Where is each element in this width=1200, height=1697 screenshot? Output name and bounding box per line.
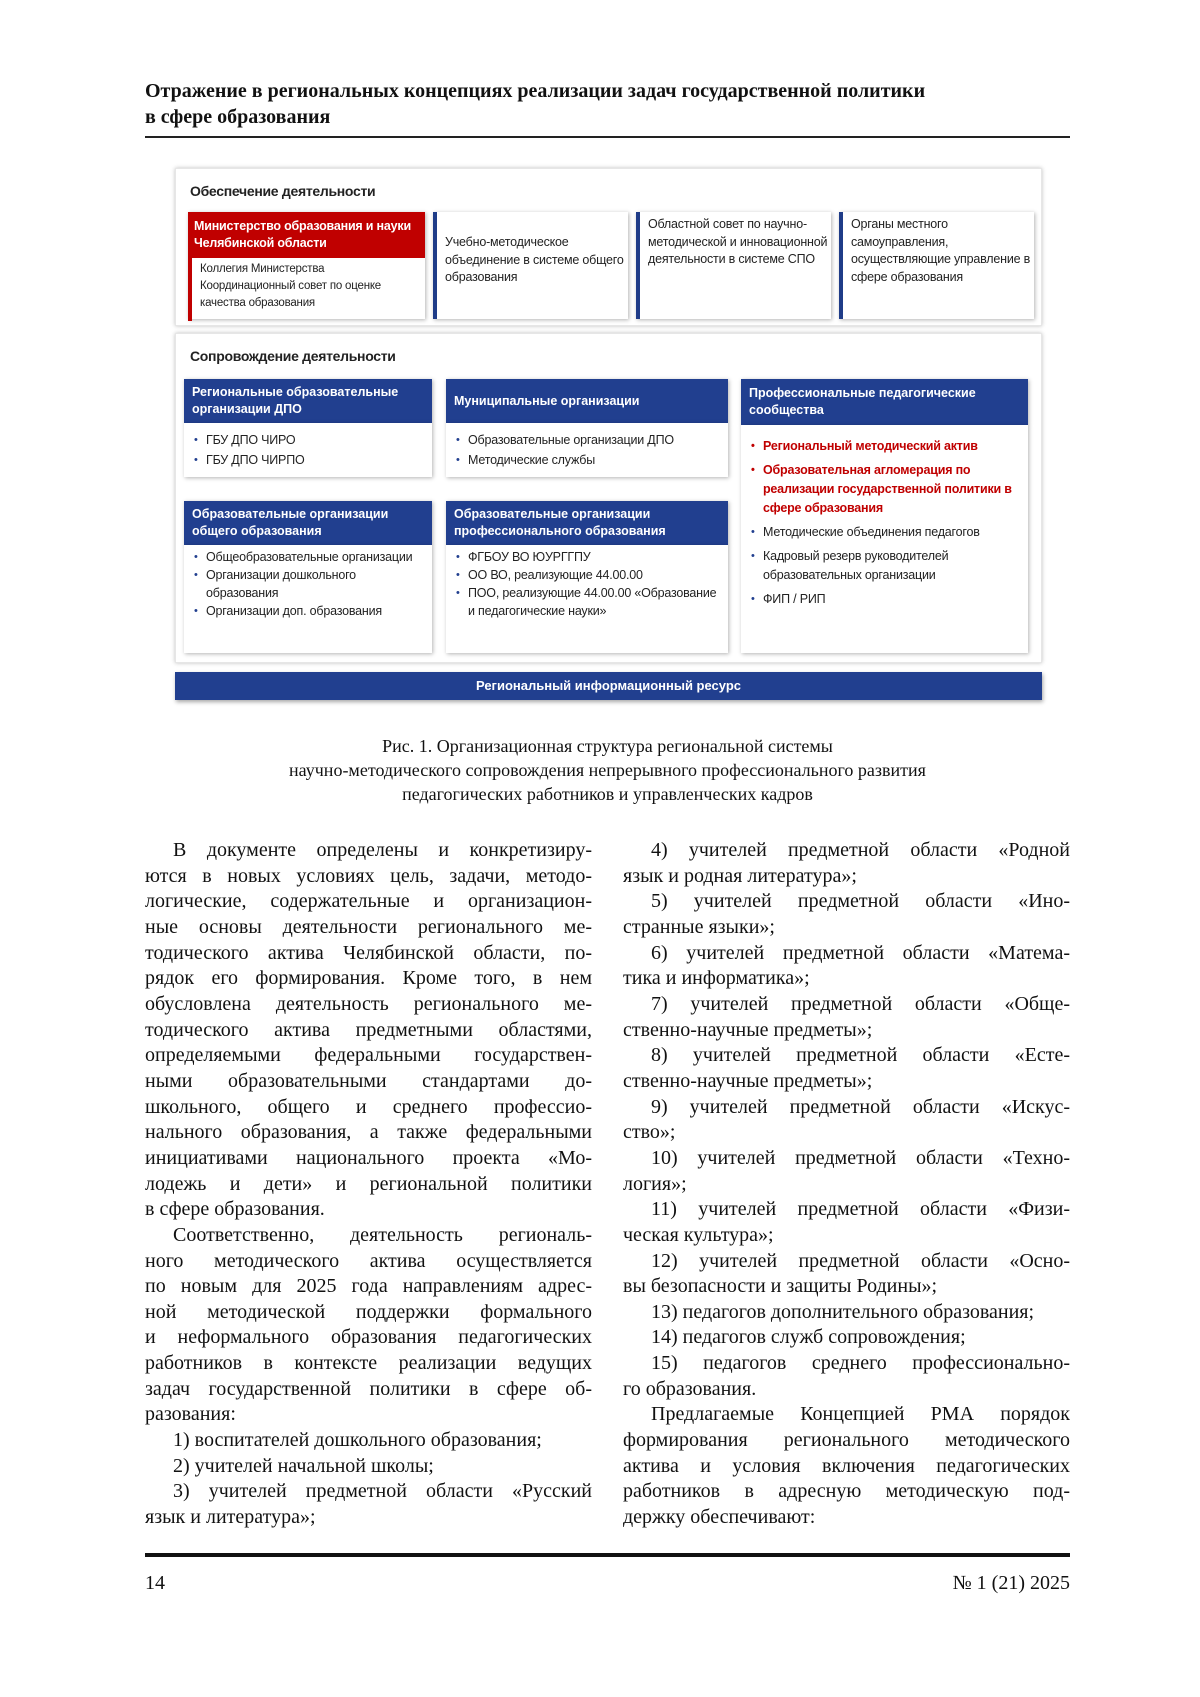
caption-line: Рис. 1. Организационная структура региональной системы bbox=[145, 734, 1070, 758]
paragraph bbox=[623, 1146, 1070, 1197]
text-line: формирования регионального методического bbox=[623, 1428, 1070, 1454]
text-line: рядок его формирования. Кроме того, в нем bbox=[145, 966, 592, 992]
text-line: и неформального образования педагогических bbox=[145, 1325, 592, 1351]
list-item: • ОО ВО, реализующие 44.00.00 bbox=[454, 566, 720, 584]
text-line: тика и информатика»; bbox=[623, 966, 1070, 992]
text-line: ческая культура»; bbox=[623, 1223, 1070, 1249]
text-line: нального образования, а также федеральными bbox=[145, 1120, 592, 1146]
text-line: 1) воспитателей дошкольного образования; bbox=[145, 1428, 592, 1454]
paragraph bbox=[623, 1325, 1070, 1351]
text-line: 3) учителей предметной области «Русский bbox=[145, 1479, 592, 1505]
group-header: Образовательные организации общего образования bbox=[184, 501, 432, 545]
text-line: 11) учителей предметной области «Физи- bbox=[623, 1197, 1070, 1223]
paragraph bbox=[623, 838, 1070, 889]
ministry-box bbox=[188, 212, 425, 319]
footer-rule bbox=[145, 1553, 1070, 1557]
text-line: В документе определены и конкретизиру- bbox=[145, 838, 592, 864]
ministry-sub bbox=[188, 258, 425, 321]
top-box: Органы местного самоуправления, осуществляющие управление в сфере образования bbox=[839, 212, 1034, 319]
text-line: держку обеспечивают: bbox=[623, 1505, 1070, 1531]
paragraph bbox=[623, 1351, 1070, 1402]
header-rule bbox=[145, 136, 1070, 138]
text-line: работников в контексте реализации ведущих bbox=[145, 1351, 592, 1377]
paragraph bbox=[623, 1043, 1070, 1094]
text-line: в сфере образования. bbox=[145, 1197, 592, 1223]
text-line: 5) учителей предметной области «Ино- bbox=[623, 889, 1070, 915]
text-line: 4) учителей предметной области «Родной bbox=[623, 838, 1070, 864]
group-header: Профессиональные педагогические сообщества bbox=[741, 379, 1028, 425]
text-line: ной методической поддержки формального bbox=[145, 1300, 592, 1326]
text-line: ство»; bbox=[623, 1120, 1070, 1146]
text-line: Соответственно, деятельность региональ- bbox=[145, 1223, 592, 1249]
panel-title: Сопровождение деятельности bbox=[190, 348, 396, 364]
text-line: ственно-научные предметы»; bbox=[623, 1018, 1070, 1044]
text-line: тодического актива Челябинской области, по- bbox=[145, 941, 592, 967]
text-line: 9) учителей предметной области «Искус- bbox=[623, 1095, 1070, 1121]
text-line: вы безопасности и защиты Родины»; bbox=[623, 1274, 1070, 1300]
ministry-sub-1: Коллегия Министерства bbox=[200, 261, 425, 278]
text-line: Предлагаемые Концепцией РМА порядок bbox=[623, 1402, 1070, 1428]
panel-title: Обеспечение деятельности bbox=[190, 183, 375, 199]
list-item: • Образовательные организации ДПО bbox=[454, 431, 720, 451]
group-body bbox=[184, 423, 432, 477]
paragraph bbox=[623, 1095, 1070, 1146]
list-item: • Организации доп. образования bbox=[192, 602, 424, 620]
paragraph bbox=[145, 1428, 592, 1454]
ministry-sub-2: Координационный совет по оценке качества образования bbox=[200, 278, 425, 312]
paragraph bbox=[145, 1479, 592, 1530]
text-line: задач государственной политики в сфере об- bbox=[145, 1377, 592, 1403]
list-item-highlight: • Региональный методический актив bbox=[749, 437, 1020, 456]
group-header: Образовательные организации профессионального образования bbox=[446, 501, 728, 545]
panel-accompaniment bbox=[175, 333, 1042, 663]
text-line: тодического актива предметными областями, bbox=[145, 1018, 592, 1044]
group-body bbox=[446, 545, 728, 653]
paragraph bbox=[623, 1249, 1070, 1300]
list-item: • ГБУ ДПО ЧИРО bbox=[192, 431, 424, 451]
paragraph bbox=[623, 941, 1070, 992]
text-line: 6) учителей предметной области «Матема- bbox=[623, 941, 1070, 967]
text-line: ются в новых условиях цель, задачи, методо- bbox=[145, 864, 592, 890]
list-item: • ПОО, реализующие 44.00.00 «Образование и педагогические науки» bbox=[454, 584, 720, 620]
group-header: Муниципальные организации bbox=[446, 379, 728, 423]
list-item: • ФГБОУ ВО ЮУРГГПУ bbox=[454, 548, 720, 566]
figure-org-structure bbox=[175, 168, 1042, 703]
list-item: • Методические службы bbox=[454, 451, 720, 471]
text-line: лодежь и дети» и региональной политики bbox=[145, 1172, 592, 1198]
running-header bbox=[145, 78, 1070, 130]
right-column bbox=[623, 838, 1070, 1531]
list-item: • ГБУ ДПО ЧИРПО bbox=[192, 451, 424, 471]
text-line: определяемыми федеральными государствен- bbox=[145, 1043, 592, 1069]
group-body bbox=[741, 425, 1028, 653]
figure-caption bbox=[145, 734, 1070, 806]
text-line: ные основы деятельности регионального ме- bbox=[145, 915, 592, 941]
text-line: 14) педагогов служб сопровождения; bbox=[623, 1325, 1070, 1351]
group-body bbox=[184, 545, 432, 653]
text-line: по новым для 2025 года направлениям адрес- bbox=[145, 1274, 592, 1300]
ministry-title: Министерство образования и науки Челябинской области bbox=[188, 212, 425, 258]
text-line: язык и литература»; bbox=[145, 1505, 592, 1531]
group-body bbox=[446, 423, 728, 477]
text-line: 12) учителей предметной области «Осно- bbox=[623, 1249, 1070, 1275]
text-line: 7) учителей предметной области «Обще- bbox=[623, 992, 1070, 1018]
text-line: школьного, общего и среднего профессио- bbox=[145, 1095, 592, 1121]
paragraph bbox=[145, 1223, 592, 1428]
panel-support bbox=[175, 168, 1042, 326]
text-line: ного методического актива осуществляется bbox=[145, 1249, 592, 1275]
text-line: работников в адресную методическую под- bbox=[623, 1479, 1070, 1505]
list-item: • Общеобразовательные организации bbox=[192, 548, 424, 566]
text-line: 2) учителей начальной школы; bbox=[145, 1454, 592, 1480]
paragraph bbox=[623, 1197, 1070, 1248]
text-line: ными образовательными стандартами до- bbox=[145, 1069, 592, 1095]
text-line: разования: bbox=[145, 1402, 592, 1428]
text-line: 8) учителей предметной области «Есте- bbox=[623, 1043, 1070, 1069]
paragraph bbox=[145, 1454, 592, 1480]
list-item: • Кадровый резерв руководителей образовательных организации bbox=[749, 547, 1020, 585]
text-line: го образования. bbox=[623, 1377, 1070, 1403]
text-line: 13) педагогов дополнительного образования; bbox=[623, 1300, 1070, 1326]
header-line-2: в сфере образования bbox=[145, 104, 1070, 130]
caption-line: научно-методического сопровождения непрерывного профессионального развития bbox=[145, 758, 1070, 782]
text-line: ственно-научные предметы»; bbox=[623, 1069, 1070, 1095]
paragraph bbox=[623, 889, 1070, 940]
text-line: 10) учителей предметной области «Техно- bbox=[623, 1146, 1070, 1172]
list-item: • Методические объединения педагогов bbox=[749, 523, 1020, 542]
text-line: актива и условия включения педагогических bbox=[623, 1454, 1070, 1480]
text-line: логия»; bbox=[623, 1172, 1070, 1198]
text-line: странные языки»; bbox=[623, 915, 1070, 941]
text-line: обусловлена деятельность регионального ме- bbox=[145, 992, 592, 1018]
list-item: • Организации дошкольного образования bbox=[192, 566, 424, 602]
top-box: Областной совет по научно-методической и инновационной деятельности в системе СПО bbox=[636, 212, 831, 319]
info-resource-bar: Региональный информационный ресурс bbox=[175, 672, 1042, 700]
caption-line: педагогических работников и управленческих кадров bbox=[145, 782, 1070, 806]
text-line: логические, содержательные и организацион- bbox=[145, 889, 592, 915]
list-item: • ФИП / РИП bbox=[749, 590, 1020, 609]
paragraph bbox=[623, 992, 1070, 1043]
text-line: 15) педагогов среднего профессионально- bbox=[623, 1351, 1070, 1377]
page-number: 14 bbox=[145, 1572, 165, 1595]
issue-number: № 1 (21) 2025 bbox=[953, 1572, 1070, 1595]
paragraph bbox=[623, 1402, 1070, 1530]
group-header: Региональные образовательные организации ДПО bbox=[184, 379, 432, 423]
header-line-1: Отражение в региональных концепциях реализации задач государственной политики bbox=[145, 78, 1070, 104]
text-line: инициативами национального проекта «Мо- bbox=[145, 1146, 592, 1172]
top-box: Учебно-методическое объединение в системе общего образования bbox=[433, 212, 628, 319]
paragraph bbox=[623, 1300, 1070, 1326]
paragraph bbox=[145, 838, 592, 1223]
text-line: язык и родная литература»; bbox=[623, 864, 1070, 890]
list-item-highlight: • Образовательная агломерация по реализации государственной политики в сфере образования bbox=[749, 461, 1020, 518]
left-column bbox=[145, 838, 592, 1531]
